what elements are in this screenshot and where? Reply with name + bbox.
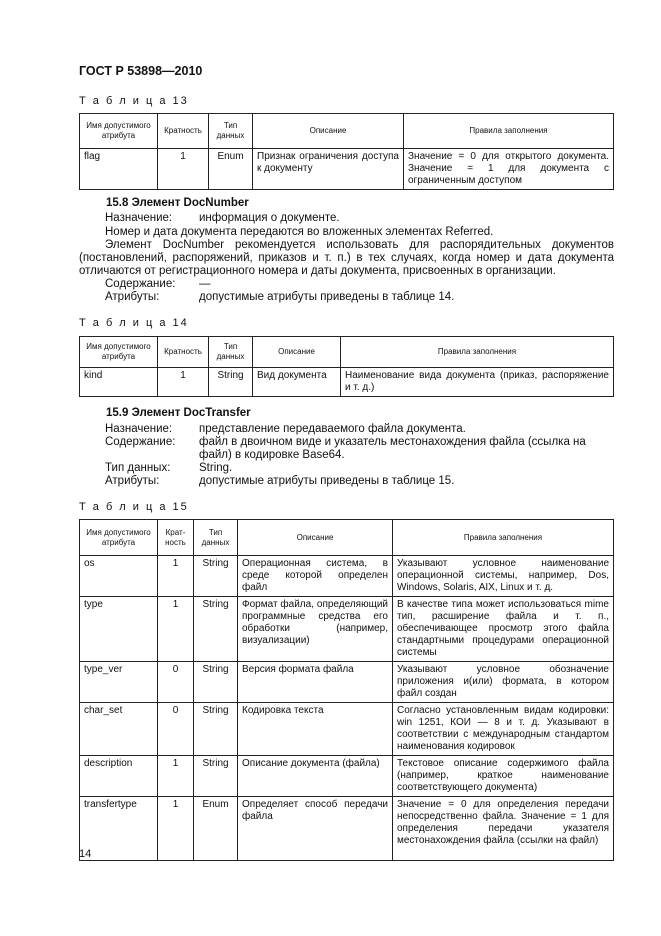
attr-name: kind xyxy=(80,368,158,397)
table-row xyxy=(80,797,614,861)
attr-type: String xyxy=(194,556,238,597)
col-header-rules: Правила заполнения xyxy=(404,114,614,149)
document-header: ГОСТ Р 53898—2010 xyxy=(79,64,203,78)
attr-description: Признак ограничения доступа к документу xyxy=(253,149,404,190)
purpose-value: информация о документе. xyxy=(199,212,340,224)
col-header-description: Описание xyxy=(253,114,404,149)
attr-rules: Текстовое описание содержимого файла (например, краткое наименование соответствующего документа) xyxy=(393,756,614,797)
table-15 xyxy=(79,519,614,861)
attr-type: String xyxy=(194,756,238,797)
attr-multiplicity: 0 xyxy=(158,662,194,703)
table-row xyxy=(80,703,614,756)
attr-description: Вид документа xyxy=(253,368,341,397)
attr-description: Определяет способ передачи файла xyxy=(238,797,393,861)
attr-multiplicity: 1 xyxy=(158,556,194,597)
attr-name: type xyxy=(80,597,158,662)
attr-name: flag xyxy=(80,149,158,190)
table-row xyxy=(80,149,614,190)
attr-description: Операционная система, в среде которой определен файл xyxy=(238,556,393,597)
content-label: Содержание: xyxy=(105,278,176,290)
col-header-multiplicity: Крат-ность xyxy=(158,520,194,556)
attr-rules: В качестве типа может использоваться mime тип, расширение файла и т. п., обеспечивающее просмотр этого файла стандартными процедурами операционной системы xyxy=(393,597,614,662)
content-label: Содержание: xyxy=(105,436,176,448)
data-type-label: Тип данных: xyxy=(105,462,171,474)
attr-rules: Указывают условное обозначение приложения и(или) формата, в котором файл создан xyxy=(393,662,614,703)
col-header-rules: Правила заполнения xyxy=(393,520,614,556)
col-header-rules: Правила заполнения xyxy=(341,337,614,368)
attr-rules: Согласно установленным видам кодировки: win 1251, КОИ — 8 и т. д. Указывают в соответствии с международным стандартом наименования кодировок xyxy=(393,703,614,756)
table-15-caption: Т а б л и ц а 15 xyxy=(79,501,189,513)
purpose-value: представление передаваемого файла документа. xyxy=(199,423,466,435)
attr-type: String xyxy=(194,703,238,756)
attr-name: transfertype xyxy=(80,797,158,861)
attr-name: description xyxy=(80,756,158,797)
table-row xyxy=(80,662,614,703)
attr-name: char_set xyxy=(80,703,158,756)
attr-type: String xyxy=(194,662,238,703)
attr-multiplicity: 1 xyxy=(158,797,194,861)
purpose-label: Назначение: xyxy=(105,423,173,435)
attr-multiplicity: 1 xyxy=(158,597,194,662)
col-header-type: Тип данных xyxy=(194,520,238,556)
attr-type: Enum xyxy=(209,149,253,190)
table-row xyxy=(80,597,614,662)
content-value: файл в двоичном виде и указатель местонахождения файла (ссылка на файл) в кодировке Base64. xyxy=(199,436,586,461)
paragraph-line: Номер и дата документа передаются во вложенных элементах Referred. xyxy=(105,226,494,238)
attr-type: String xyxy=(194,597,238,662)
col-header-description: Описание xyxy=(253,337,341,368)
col-header-name: Имя допустимого атрибута xyxy=(80,520,158,556)
section-15-8-heading: 15.8 Элемент DocNumber xyxy=(106,197,249,209)
table-13 xyxy=(79,113,614,190)
purpose-label: Назначение: xyxy=(105,212,173,224)
attr-name: os xyxy=(80,556,158,597)
attr-multiplicity: 1 xyxy=(158,756,194,797)
attr-description: Кодировка текста xyxy=(238,703,393,756)
content-value: — xyxy=(199,278,211,290)
attributes-label: Атрибуты: xyxy=(105,291,160,303)
table-row xyxy=(80,556,614,597)
table-row xyxy=(80,368,614,397)
attr-type: String xyxy=(209,368,253,397)
attr-rules: Значение = 0 для определения передачи непосредственно файла. Значение = 1 для определения передачи указателя местонахождения файла (ссылки на файл) xyxy=(393,797,614,861)
table-row xyxy=(80,756,614,797)
attributes-value: допустимые атрибуты приведены в таблице 15. xyxy=(199,475,455,487)
col-header-type: Тип данных xyxy=(209,337,253,368)
attr-description: Описание документа (файла) xyxy=(238,756,393,797)
col-header-multiplicity: Кратность xyxy=(158,114,209,149)
attr-rules: Значение = 0 для открытого документа. Значение = 1 для документа с ограниченным доступом xyxy=(404,149,614,190)
section-15-9-heading: 15.9 Элемент DocTransfer xyxy=(106,407,251,419)
attr-description: Версия формата файла xyxy=(238,662,393,703)
data-type-value: String. xyxy=(199,462,233,474)
col-header-description: Описание xyxy=(238,520,393,556)
attr-multiplicity: 1 xyxy=(158,149,209,190)
page-number: 14 xyxy=(79,848,92,860)
table-14-caption: Т а б л и ц а 14 xyxy=(79,317,189,329)
col-header-name: Имя допустимого атрибута xyxy=(80,114,158,149)
attr-multiplicity: 1 xyxy=(158,368,209,397)
attr-name: type_ver xyxy=(80,662,158,703)
attributes-label: Атрибуты: xyxy=(105,475,160,487)
table-14 xyxy=(79,336,614,397)
attributes-value: допустимые атрибуты приведены в таблице 14. xyxy=(199,291,455,303)
attr-rules: Указывают условное наименование операционной системы, например, Dos, Windows, Solaris, AIX, Linux и т. д. xyxy=(393,556,614,597)
attr-description: Формат файла, определяющий программные средства его обработки (например, визуализации) xyxy=(238,597,393,662)
attr-type: Enum xyxy=(194,797,238,861)
col-header-type: Тип данных xyxy=(209,114,253,149)
attr-multiplicity: 0 xyxy=(158,703,194,756)
paragraph: Элемент DocNumber рекомендуется использовать для распорядительных документов (постановлений, распоряжений, приказов и т. п.) в тех случаях, когда номер и дата документа отличаются от регистрационного номера и даты документа, присвоенных в организации. xyxy=(79,239,614,277)
attr-rules: Наименование вида документа (приказ, распоряжение и т. д.) xyxy=(341,368,614,397)
table-13-caption: Т а б л и ц а 13 xyxy=(79,95,189,107)
col-header-name: Имя допустимого атрибута xyxy=(80,337,158,368)
col-header-multiplicity: Кратность xyxy=(158,337,209,368)
